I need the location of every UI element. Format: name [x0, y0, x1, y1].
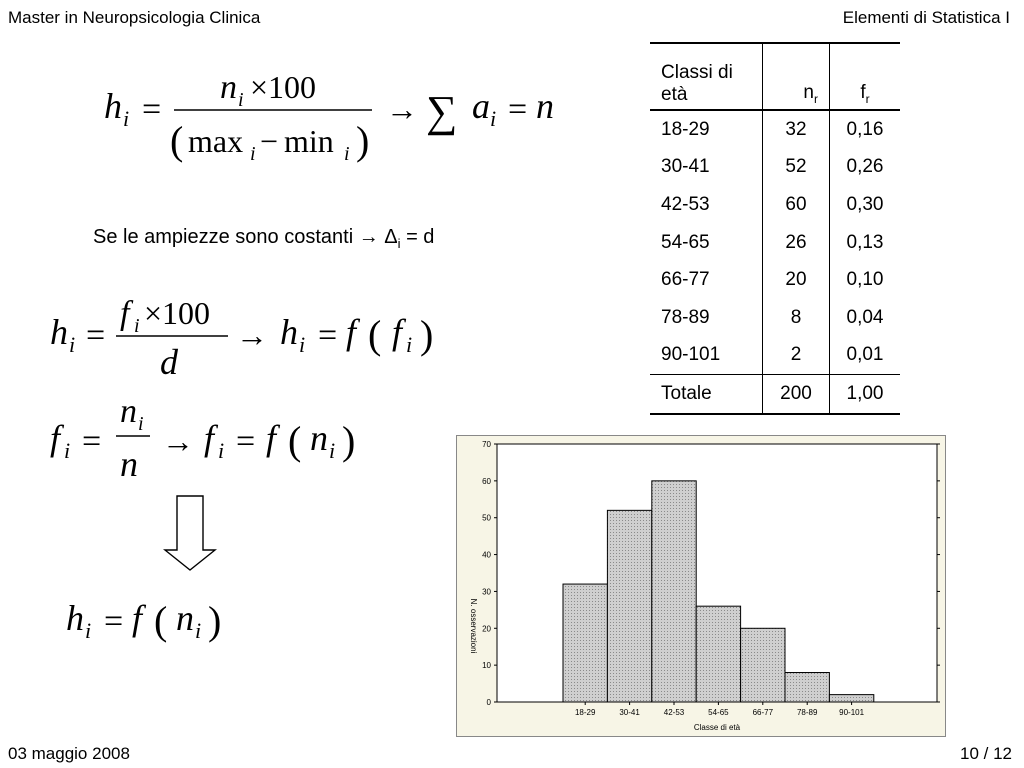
table-row: [650, 299, 900, 337]
svg-text:n: n: [176, 598, 194, 638]
svg-text:f: f: [132, 598, 143, 638]
y-tick-label: 50: [482, 513, 491, 523]
svg-text:): ): [208, 598, 222, 643]
svg-text:n: n: [120, 444, 138, 484]
svg-text:i: i: [490, 106, 497, 131]
svg-text:n: n: [220, 69, 237, 106]
svg-text:i: i: [138, 413, 144, 435]
cell-classe: 66-77: [650, 261, 763, 299]
histogram-bar: [741, 628, 785, 702]
total-f: 1,00: [830, 375, 901, 414]
x-tick-label: 90-101: [839, 708, 865, 717]
x-tick-label: 42-53: [663, 708, 685, 717]
cell-n: 32: [763, 110, 830, 149]
svg-text:f: f: [266, 418, 277, 458]
cell-n: 20: [763, 261, 830, 299]
footer-page-number: 10 / 12: [960, 744, 1012, 763]
x-tick-label: 66-77: [752, 708, 774, 717]
x-tick-label: 78-89: [796, 708, 818, 717]
svg-text:h: h: [280, 312, 298, 352]
svg-text:i: i: [329, 438, 336, 463]
x-tick-label: 54-65: [708, 708, 729, 717]
svg-text:i: i: [238, 89, 244, 111]
cell-f: 0,10: [846, 269, 884, 291]
frequency-table: [650, 42, 900, 415]
svg-text:=: =: [142, 91, 162, 128]
cell-classe: 90-101: [650, 337, 763, 375]
table-row: [650, 261, 900, 299]
svg-text:f: f: [346, 312, 357, 352]
svg-text:→: →: [386, 91, 418, 127]
x-tick-label: 18-29: [574, 708, 596, 717]
svg-text:d: d: [160, 342, 178, 382]
cell-n: 2: [763, 337, 830, 375]
svg-text:n: n: [120, 393, 137, 430]
svg-text:f: f: [204, 418, 215, 458]
svg-text:max: max: [188, 123, 244, 159]
down-arrow-icon: [163, 494, 217, 572]
histogram-bar: [563, 584, 607, 702]
formula-relative-frequency: [46, 392, 376, 492]
formula-height-max-min: [100, 60, 570, 180]
histogram-bar: [696, 606, 740, 702]
svg-text:f: f: [120, 295, 130, 332]
svg-text:f: f: [50, 418, 61, 458]
y-tick-label: 60: [482, 476, 491, 486]
y-tick-label: 40: [482, 550, 491, 560]
total-n: 200: [763, 375, 830, 414]
cell-f: 0,13: [846, 231, 884, 253]
constant-width-note: Se le ampiezze sono costanti → $\Delta_i = d$: [93, 226, 435, 251]
total-label: Totale: [650, 375, 763, 414]
svg-text:−: −: [260, 123, 279, 159]
svg-text:i: i: [123, 106, 130, 131]
svg-text:i: i: [344, 143, 350, 165]
cell-n: 52: [763, 149, 830, 187]
svg-text:(: (: [170, 118, 184, 163]
svg-text:(: (: [368, 312, 382, 357]
svg-text:f: f: [392, 312, 403, 352]
formula-height-frequency: [46, 286, 446, 386]
svg-text:∑: ∑: [426, 87, 458, 136]
svg-text:×100: ×100: [250, 69, 317, 105]
table-row: [650, 337, 900, 375]
col-header-classi: Classi di età: [650, 43, 763, 110]
svg-text:→: →: [236, 317, 268, 353]
histogram-bar: [652, 481, 696, 702]
svg-text:=: =: [508, 91, 528, 128]
svg-text:(: (: [288, 418, 302, 463]
x-axis-title: Classe di età: [693, 723, 741, 732]
header-section-title: Elementi di Statistica I: [842, 8, 1010, 27]
y-tick-label: 0: [486, 698, 491, 707]
table-row: [650, 110, 900, 149]
svg-text:a: a: [472, 86, 490, 126]
svg-text:i: i: [406, 332, 413, 357]
svg-text:=: =: [82, 423, 102, 460]
svg-text:i: i: [218, 438, 225, 463]
cell-n: 60: [763, 186, 830, 224]
histogram-chart: [456, 435, 946, 737]
svg-text:): ): [356, 118, 370, 163]
cell-classe: 18-29: [650, 110, 763, 149]
y-tick-label: 20: [482, 624, 491, 634]
y-tick-label: 30: [482, 587, 491, 597]
header-course-title: Master in Neuropsicologia Clinica: [8, 8, 261, 27]
x-tick-label: 30-41: [619, 708, 640, 717]
svg-text:n: n: [310, 418, 328, 458]
svg-text:=: =: [104, 603, 124, 640]
svg-text:=: =: [236, 423, 256, 460]
svg-text:i: i: [250, 143, 256, 165]
col-header-f: $f_r$: [830, 43, 901, 110]
svg-text:→: →: [162, 423, 194, 459]
cell-classe: 54-65: [650, 224, 763, 262]
svg-text:=: =: [86, 317, 106, 354]
svg-text:n: n: [536, 86, 554, 126]
y-axis-title: N. osservazioni: [469, 598, 478, 654]
col-header-n: $n_r$: [763, 43, 830, 110]
cell-f: 0,30: [846, 193, 884, 215]
cell-f: 0,04: [846, 306, 884, 328]
svg-text:i: i: [69, 332, 76, 357]
svg-text:i: i: [134, 315, 140, 337]
table-row: [650, 224, 900, 262]
svg-text:i: i: [64, 438, 71, 463]
svg-text:): ): [342, 418, 356, 463]
svg-text:×100: ×100: [144, 295, 211, 331]
table-row: [650, 186, 900, 224]
cell-f: 0,16: [846, 118, 884, 140]
svg-text:=: =: [318, 317, 338, 354]
histogram-bar: [785, 673, 829, 702]
svg-text:): ): [420, 312, 434, 357]
svg-text:h: h: [50, 312, 68, 352]
histogram-bar: [829, 695, 873, 702]
y-tick-label: 70: [482, 440, 491, 449]
cell-n: 26: [763, 224, 830, 262]
svg-text:h: h: [104, 86, 122, 126]
table-total-row: [650, 375, 900, 414]
footer-date: 03 maggio 2008: [8, 744, 130, 763]
svg-text:i: i: [195, 618, 202, 643]
cell-classe: 78-89: [650, 299, 763, 337]
histogram-bar: [607, 510, 651, 702]
cell-f: 0,01: [846, 344, 884, 366]
cell-classe: 30-41: [650, 149, 763, 187]
cell-n: 8: [763, 299, 830, 337]
table-row: [650, 149, 900, 187]
histogram-svg: [457, 436, 945, 736]
cell-classe: 42-53: [650, 186, 763, 224]
svg-text:i: i: [299, 332, 306, 357]
svg-text:(: (: [154, 598, 168, 643]
svg-text:min: min: [284, 123, 334, 159]
y-tick-label: 10: [482, 661, 491, 671]
svg-text:i: i: [85, 618, 92, 643]
cell-f: 0,26: [846, 156, 884, 178]
formula-height-counts: [62, 586, 252, 656]
svg-text:h: h: [66, 598, 84, 638]
